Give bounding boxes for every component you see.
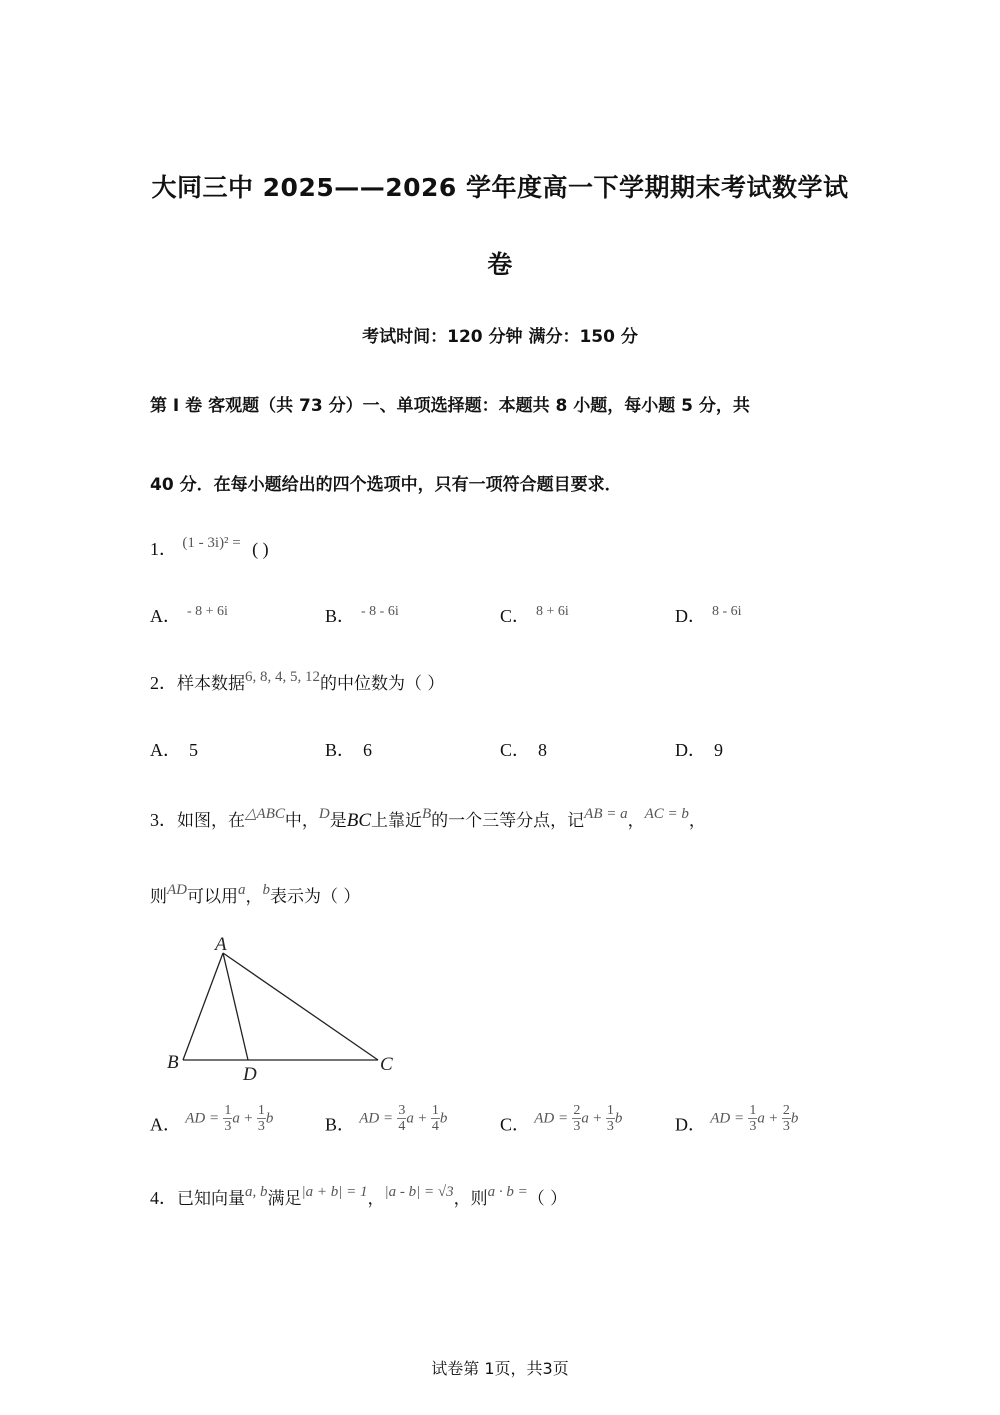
q3-option-c[interactable] xyxy=(500,1103,622,1136)
q1-option-d[interactable] xyxy=(675,602,742,628)
option-value: - 8 - 6i xyxy=(361,604,399,619)
q2-option-b[interactable] xyxy=(325,736,372,762)
question-number: 1． xyxy=(150,539,177,559)
triangle-abc: △ABC xyxy=(245,806,285,822)
option-lhs: AD = xyxy=(534,1110,569,1127)
question-text: 如图，在 xyxy=(177,811,245,831)
question-text: 表示为（ ） xyxy=(270,887,361,907)
option-lhs: AD = xyxy=(710,1110,745,1127)
question-number: 4． xyxy=(150,1188,177,1208)
vector-b: b xyxy=(262,882,270,898)
vector-a: a xyxy=(238,882,246,898)
option-value: 6 xyxy=(363,740,373,760)
segment-ad xyxy=(223,953,248,1060)
option-value: 8 xyxy=(538,740,548,760)
question-expression: (1 - 3i)² = xyxy=(182,535,241,551)
option-label: A． xyxy=(150,606,181,626)
question-text: 中， xyxy=(284,811,319,831)
question-text: 样本数据 xyxy=(177,674,245,694)
vector-b: b xyxy=(614,1110,623,1127)
question-text: 的一个三等分点，记 xyxy=(431,811,585,831)
option-label: C． xyxy=(500,606,531,626)
fraction: $\frac{3}{4}$ xyxy=(398,1103,406,1134)
q2-option-d[interactable] xyxy=(675,736,723,762)
section-heading-line2: 40 分．在每小题给出的四个选项中，只有一项符合题目要求． xyxy=(150,475,622,495)
q1-option-c[interactable] xyxy=(500,602,569,628)
option-value: 8 + 6i xyxy=(536,604,569,619)
option-lhs: AD = xyxy=(359,1110,394,1127)
condition-sum: |a + b| = 1 xyxy=(301,1184,368,1200)
condition-diff: |a - b| = √3 xyxy=(384,1184,454,1200)
exam-title-line1: 大同三中 2025——2026 学年度高一下学期期末考试数学试 xyxy=(151,173,849,202)
label-b: B xyxy=(167,1052,179,1073)
q1-option-b[interactable] xyxy=(325,602,399,628)
side-ab xyxy=(183,953,223,1060)
plus-sign: + xyxy=(593,1110,602,1127)
question-text: 满足 xyxy=(267,1189,302,1209)
fraction: $\frac{1}{3}$ xyxy=(257,1103,265,1134)
vector-ab: AB = a xyxy=(584,806,628,822)
q2-option-c[interactable] xyxy=(500,736,547,762)
question-number: 3． xyxy=(150,810,177,830)
q3-option-a[interactable] xyxy=(150,1103,273,1136)
segment-bc: BC xyxy=(346,810,371,831)
option-value: 9 xyxy=(714,740,723,760)
question-3-line2 xyxy=(150,882,850,907)
q3-option-d[interactable] xyxy=(675,1103,798,1136)
option-label: A． xyxy=(150,740,181,760)
question-text: 的中位数为（ ） xyxy=(320,674,445,694)
answer-paren: ( ) xyxy=(252,539,269,559)
question-text: 则 xyxy=(150,887,167,907)
option-label: B． xyxy=(325,740,356,760)
plus-sign: + xyxy=(418,1110,427,1127)
question-1 xyxy=(150,535,850,561)
answer-paren: （ ） xyxy=(527,1189,568,1209)
question-number: 2． xyxy=(150,673,177,693)
vector-ac: AC = b xyxy=(644,806,689,822)
plus-sign: + xyxy=(244,1110,253,1127)
section-heading-line1: 第 I 卷 客观题（共 73 分）一、单项选择题：本题共 8 小题，每小题 5 分，共 xyxy=(150,396,750,416)
vector-ad: AD xyxy=(167,882,187,898)
question-text: ， xyxy=(627,811,645,831)
question-4 xyxy=(150,1184,850,1210)
question-text: 上靠近 xyxy=(371,811,422,831)
vector-b: b xyxy=(439,1110,448,1127)
option-label: C． xyxy=(500,740,531,760)
question-text: ， xyxy=(245,887,263,907)
option-label: D． xyxy=(675,740,706,760)
label-c: C xyxy=(380,1054,393,1075)
option-label: B． xyxy=(325,606,356,626)
question-text: 已知向量 xyxy=(177,1189,245,1209)
vector-a: a xyxy=(581,1110,589,1127)
fraction: $\frac{1}{4}$ xyxy=(431,1103,439,1134)
question-text: ， xyxy=(688,811,706,831)
label-d: D xyxy=(243,1064,257,1085)
vector-vars: a, b xyxy=(245,1184,268,1200)
q1-option-a[interactable] xyxy=(150,602,228,628)
label-a: A xyxy=(215,934,227,955)
point-d: D xyxy=(318,806,330,822)
question-3-line1 xyxy=(150,804,850,832)
option-value: 8 - 6i xyxy=(712,604,742,619)
option-value: - 8 + 6i xyxy=(187,604,228,619)
fraction: $\frac{1}{3}$ xyxy=(749,1103,757,1134)
q2-option-a[interactable] xyxy=(150,736,198,762)
question-text: 是 xyxy=(329,811,347,831)
question-2 xyxy=(150,669,850,695)
vector-a: a xyxy=(757,1110,765,1127)
vector-b: b xyxy=(265,1110,274,1127)
exam-title-line2: 卷 xyxy=(487,250,513,279)
q3-option-b[interactable] xyxy=(325,1103,447,1136)
fraction: $\frac{2}{3}$ xyxy=(782,1103,790,1134)
question-text: ， xyxy=(367,1189,385,1209)
vector-a: a xyxy=(232,1110,240,1127)
fraction: $\frac{2}{3}$ xyxy=(573,1103,581,1134)
option-value: 5 xyxy=(189,740,198,760)
vector-a: a xyxy=(406,1110,414,1127)
fraction: $\frac{1}{3}$ xyxy=(606,1103,614,1134)
page-footer: 试卷第 1页，共3页 xyxy=(431,1359,569,1378)
dot-product-expr: a · b = xyxy=(487,1184,528,1200)
option-label: D． xyxy=(675,606,706,626)
option-label: A． xyxy=(150,1114,181,1135)
option-label: D． xyxy=(675,1114,706,1135)
triangle-figure xyxy=(160,930,410,1085)
plus-sign: + xyxy=(769,1110,778,1127)
side-ac xyxy=(223,953,378,1060)
question-text: ，则 xyxy=(453,1189,488,1209)
option-label: C． xyxy=(500,1114,531,1135)
fraction: $\frac{1}{3}$ xyxy=(224,1103,232,1134)
point-b: B xyxy=(422,806,432,822)
sample-data: 6, 8, 4, 5, 12 xyxy=(245,669,320,685)
option-lhs: AD = xyxy=(185,1110,220,1127)
exam-info: 考试时间：120 分钟 满分：150 分 xyxy=(362,327,638,347)
vector-b: b xyxy=(790,1110,799,1127)
question-text: 可以用 xyxy=(187,887,238,907)
option-label: B． xyxy=(325,1114,356,1135)
